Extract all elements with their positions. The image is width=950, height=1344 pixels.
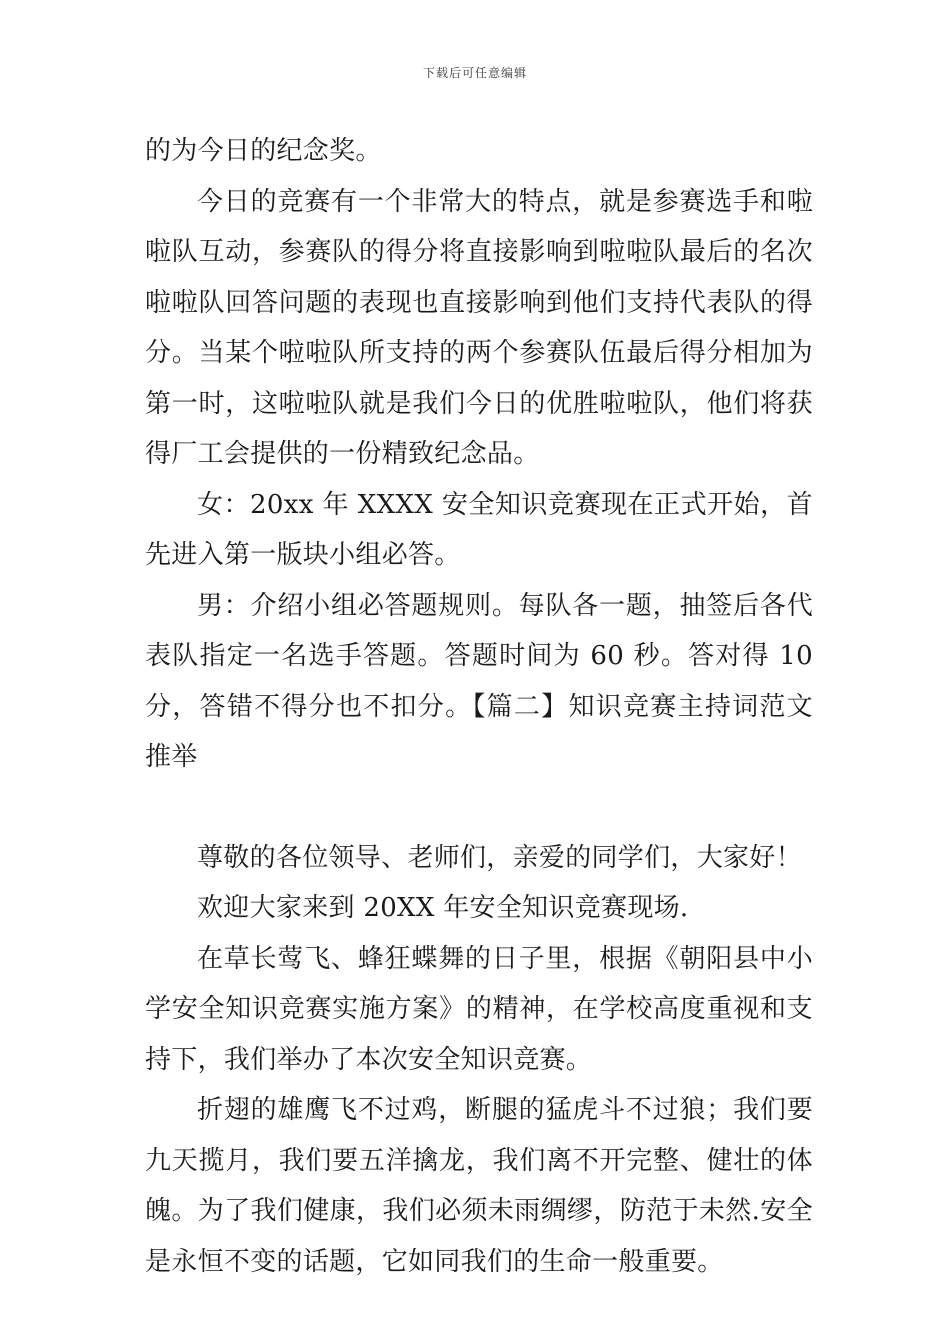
paragraph-7: 在草长莺飞、蜂狂蝶舞的日子里，根据《朝阳县中小学安全知识竞赛实施方案》的精神，在学校高度重视和支持下，我们举办了本次安全知识竞赛。 bbox=[145, 943, 813, 1075]
page-header: 下载后可任意编辑 bbox=[422, 66, 527, 80]
paragraph-1: 的为今日的纪念奖。 bbox=[145, 136, 382, 166]
paragraph-6: 欢迎大家来到 20XX 年安全知识竞赛现场. bbox=[197, 893, 689, 923]
paragraph-8: 折翅的雄鹰飞不过鸡，断腿的猛虎斗不过狼；我们要九天揽月，我们要五洋擒龙，我们离不开完整、健壮的体魄。为了我们健康，我们必须未雨绸缪，防范于未然.安全是永恒不变的话题，它如同我们的生命一般重要。 bbox=[145, 1095, 813, 1277]
paragraph-3: 女：20xx 年 XXXX 安全知识竞赛现在正式开始，首先进入第一版块小组必答。 bbox=[145, 489, 813, 570]
paragraph-4: 男：介绍小组必答题规则。每队各一题，抽签后各代表队指定一名选手答题。答题时间为 60 秒。答对得 10 分，答错不得分也不扣分。【篇二】知识竞赛主持词范文推举 bbox=[145, 590, 813, 772]
paragraph-2: 今日的竞赛有一个非常大的特点，就是参赛选手和啦啦队互动，参赛队的得分将直接影响到啦啦队最后的名次啦啦队回答问题的表现也直接影响到他们支持代表队的得分。当某个啦啦队所支持的两个参赛队伍最后得分相加为第一时，这啦啦队就是我们今日的优胜啦啦队，他们将获得厂工会提供的一份精致纪念品。 bbox=[145, 186, 813, 469]
paragraph-5: 尊敬的各位领导、老师们，亲爱的同学们，大家好！ bbox=[197, 842, 802, 873]
document-body bbox=[145, 126, 813, 1287]
section-spacer bbox=[145, 783, 813, 833]
